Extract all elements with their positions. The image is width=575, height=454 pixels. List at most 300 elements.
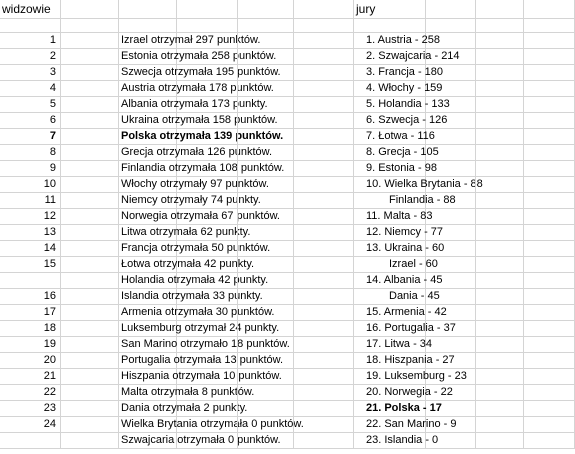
cell[interactable] — [238, 161, 294, 177]
jury-result-cell[interactable]: 23. Islandia - 0 — [354, 433, 426, 449]
cell[interactable] — [238, 257, 294, 273]
cell[interactable] — [177, 193, 238, 209]
cell[interactable] — [238, 81, 294, 97]
cell[interactable] — [476, 65, 524, 81]
cell[interactable] — [476, 289, 524, 305]
cell[interactable] — [294, 321, 354, 337]
cell[interactable] — [426, 289, 476, 305]
cell[interactable] — [294, 177, 354, 193]
cell[interactable] — [524, 433, 575, 449]
jury-result-cell[interactable]: 4. Włochy - 159 — [354, 81, 426, 97]
cell[interactable] — [524, 241, 575, 257]
cell[interactable] — [238, 289, 294, 305]
cell[interactable] — [426, 113, 476, 129]
cell[interactable] — [524, 225, 575, 241]
cell[interactable] — [177, 305, 238, 321]
cell[interactable] — [177, 241, 238, 257]
cell[interactable] — [426, 129, 476, 145]
cell[interactable] — [426, 97, 476, 113]
jury-result-cell[interactable]: 2. Szwajcaria - 214 — [354, 49, 426, 65]
cell[interactable] — [524, 417, 575, 433]
cell[interactable] — [476, 97, 524, 113]
cell[interactable] — [294, 129, 354, 145]
table-row — [0, 145, 575, 161]
jury-result-cell[interactable]: 20. Norwegia - 22 — [354, 385, 426, 401]
cell[interactable] — [177, 19, 238, 33]
cell[interactable] — [238, 145, 294, 161]
cell[interactable] — [426, 0, 476, 19]
cell[interactable] — [294, 113, 354, 129]
audience-result-cell[interactable]: Finlandia otrzymała 108 punktów. — [119, 161, 177, 177]
jury-result-cell[interactable]: 22. San Marino - 9 — [354, 417, 426, 433]
cell[interactable] — [426, 33, 476, 49]
cell[interactable] — [61, 0, 119, 19]
cell[interactable] — [177, 33, 238, 49]
cell[interactable] — [61, 289, 119, 305]
audience-result-cell[interactable]: Estonia otrzymała 258 punktów. — [119, 49, 177, 65]
cell[interactable] — [238, 369, 294, 385]
cell[interactable] — [294, 257, 354, 273]
cell[interactable] — [476, 209, 524, 225]
cell[interactable] — [177, 353, 238, 369]
cell[interactable] — [524, 401, 575, 417]
cell[interactable] — [426, 177, 476, 193]
cell[interactable] — [61, 337, 119, 353]
cell[interactable] — [61, 145, 119, 161]
cell[interactable] — [476, 417, 524, 433]
cell[interactable] — [61, 65, 119, 81]
jury-result-cell[interactable]: 10. Wielka Brytania - 88 — [354, 177, 426, 193]
table-row — [0, 337, 575, 353]
audience-result-cell[interactable]: Portugalia otrzymała 13 punktów. — [119, 353, 177, 369]
cell[interactable] — [61, 177, 119, 193]
cell[interactable] — [177, 97, 238, 113]
cell[interactable] — [61, 321, 119, 337]
cell[interactable] — [177, 81, 238, 97]
cell[interactable] — [294, 19, 354, 33]
cell[interactable] — [294, 225, 354, 241]
jury-result-cell[interactable]: 14. Albania - 45 — [354, 273, 426, 289]
audience-result-cell[interactable]: Malta otrzymała 8 punktów. — [119, 385, 177, 401]
table-row — [0, 65, 575, 81]
jury-result-cell[interactable]: 12. Niemcy - 77 — [354, 225, 426, 241]
cell[interactable] — [426, 337, 476, 353]
cell[interactable] — [524, 19, 575, 33]
cell[interactable] — [294, 33, 354, 49]
cell[interactable] — [476, 385, 524, 401]
table-row — [0, 97, 575, 113]
cell[interactable] — [238, 225, 294, 241]
table-row — [0, 305, 575, 321]
cell[interactable] — [426, 273, 476, 289]
cell[interactable] — [426, 49, 476, 65]
cell[interactable] — [61, 401, 119, 417]
table-row — [0, 161, 575, 177]
cell[interactable] — [177, 433, 238, 449]
jury-result-cell[interactable]: Finlandia - 88 — [354, 193, 426, 209]
cell[interactable] — [238, 305, 294, 321]
cell[interactable] — [177, 385, 238, 401]
rank-cell[interactable]: 13 — [0, 225, 61, 241]
cell[interactable] — [476, 369, 524, 385]
header-jury[interactable]: jury — [354, 0, 426, 19]
cell[interactable] — [177, 177, 238, 193]
jury-result-cell[interactable]: 7. Łotwa - 116 — [354, 129, 426, 145]
rank-cell[interactable]: 1 — [0, 33, 61, 49]
rank-cell[interactable]: 2 — [0, 49, 61, 65]
cell[interactable] — [61, 209, 119, 225]
cell[interactable] — [238, 49, 294, 65]
cell[interactable] — [294, 305, 354, 321]
cell[interactable] — [238, 33, 294, 49]
cell[interactable] — [61, 49, 119, 65]
cell[interactable] — [294, 161, 354, 177]
rank-cell[interactable]: 21 — [0, 369, 61, 385]
cell[interactable] — [238, 241, 294, 257]
audience-result-cell[interactable]: Izrael otrzymał 297 punktów. — [119, 33, 177, 49]
jury-result-cell[interactable]: 5. Holandia - 133 — [354, 97, 426, 113]
cell[interactable] — [294, 337, 354, 353]
cell[interactable] — [524, 209, 575, 225]
cell[interactable] — [61, 113, 119, 129]
cell[interactable] — [524, 321, 575, 337]
rank-cell[interactable] — [0, 433, 61, 449]
cell[interactable] — [426, 321, 476, 337]
audience-result-cell[interactable]: Francja otrzymała 50 punktów. — [119, 241, 177, 257]
cell[interactable] — [238, 0, 294, 19]
cell[interactable] — [476, 433, 524, 449]
cell[interactable] — [524, 49, 575, 65]
cell[interactable] — [426, 369, 476, 385]
table-row — [0, 177, 575, 193]
rank-cell[interactable]: 12 — [0, 209, 61, 225]
cell[interactable] — [238, 209, 294, 225]
cell[interactable] — [426, 257, 476, 273]
cell[interactable] — [177, 225, 238, 241]
cell[interactable] — [61, 129, 119, 145]
cell[interactable] — [476, 401, 524, 417]
cell[interactable] — [61, 273, 119, 289]
cell[interactable] — [61, 33, 119, 49]
rank-cell[interactable]: 19 — [0, 337, 61, 353]
audience-result-cell[interactable]: Litwa otrzymała 62 punkty. — [119, 225, 177, 241]
cell[interactable] — [426, 401, 476, 417]
cell[interactable] — [0, 19, 61, 33]
cell[interactable] — [524, 81, 575, 97]
jury-result-cell[interactable]: 11. Malta - 83 — [354, 209, 426, 225]
cell[interactable] — [238, 129, 294, 145]
cell[interactable] — [294, 0, 354, 19]
cell[interactable] — [119, 0, 177, 19]
audience-result-cell[interactable]: Łotwa otrzymała 42 punkty. — [119, 257, 177, 273]
rank-cell[interactable]: 9 — [0, 161, 61, 177]
cell[interactable] — [61, 369, 119, 385]
audience-result-cell[interactable]: Ukraina otrzymała 158 punktów. — [119, 113, 177, 129]
audience-result-cell[interactable]: Dania otrzymała 2 punkty. — [119, 401, 177, 417]
cell[interactable] — [294, 401, 354, 417]
cell[interactable] — [294, 273, 354, 289]
cell[interactable] — [524, 305, 575, 321]
audience-result-cell[interactable]: Niemcy otrzymały 74 punkty. — [119, 193, 177, 209]
cell[interactable] — [426, 145, 476, 161]
cell[interactable] — [177, 145, 238, 161]
cell[interactable] — [294, 65, 354, 81]
rank-cell[interactable]: 23 — [0, 401, 61, 417]
audience-result-cell[interactable]: Albania otrzymała 173 punkty. — [119, 97, 177, 113]
cell[interactable] — [61, 353, 119, 369]
table-row — [0, 321, 575, 337]
cell[interactable] — [294, 417, 354, 433]
cell[interactable] — [238, 193, 294, 209]
cell[interactable] — [524, 113, 575, 129]
cell[interactable] — [426, 417, 476, 433]
cell[interactable] — [524, 161, 575, 177]
cell[interactable] — [476, 257, 524, 273]
cell[interactable] — [238, 385, 294, 401]
audience-result-cell[interactable]: Wielka Brytania otrzymała 0 punktów. — [119, 417, 177, 433]
cell[interactable] — [238, 417, 294, 433]
cell[interactable] — [238, 321, 294, 337]
cell[interactable] — [426, 385, 476, 401]
cell[interactable] — [177, 337, 238, 353]
cell[interactable] — [524, 145, 575, 161]
cell[interactable] — [524, 33, 575, 49]
cell[interactable] — [177, 129, 238, 145]
rank-cell[interactable]: 10 — [0, 177, 61, 193]
cell[interactable] — [294, 49, 354, 65]
cell[interactable] — [238, 401, 294, 417]
rank-cell[interactable]: 5 — [0, 97, 61, 113]
cell[interactable] — [476, 145, 524, 161]
rank-cell[interactable]: 7 — [0, 129, 61, 145]
cell[interactable] — [61, 193, 119, 209]
cell[interactable] — [426, 305, 476, 321]
jury-result-cell[interactable]: 3. Francja - 180 — [354, 65, 426, 81]
table-row — [0, 129, 575, 145]
cell[interactable] — [177, 417, 238, 433]
cell[interactable] — [426, 433, 476, 449]
cell[interactable] — [61, 161, 119, 177]
cell[interactable] — [238, 433, 294, 449]
table-row — [0, 113, 575, 129]
cell[interactable] — [476, 337, 524, 353]
cell[interactable] — [426, 241, 476, 257]
cell[interactable] — [238, 353, 294, 369]
cell[interactable] — [61, 433, 119, 449]
jury-result-cell[interactable]: 13. Ukraina - 60 — [354, 241, 426, 257]
cell[interactable] — [238, 65, 294, 81]
jury-result-cell[interactable]: 9. Estonia - 98 — [354, 161, 426, 177]
cell[interactable] — [476, 19, 524, 33]
audience-result-cell[interactable]: Włochy otrzymały 97 punktów. — [119, 177, 177, 193]
audience-result-cell[interactable]: Szwecja otrzymała 195 punktów. — [119, 65, 177, 81]
cell[interactable] — [426, 225, 476, 241]
cell[interactable] — [238, 113, 294, 129]
table-row — [0, 257, 575, 273]
cell[interactable] — [294, 433, 354, 449]
cell[interactable] — [524, 257, 575, 273]
cell[interactable] — [61, 19, 119, 33]
cell[interactable] — [524, 177, 575, 193]
rank-cell[interactable]: 24 — [0, 417, 61, 433]
cell[interactable] — [177, 257, 238, 273]
rank-cell[interactable]: 8 — [0, 145, 61, 161]
table-row — [0, 193, 575, 209]
cell[interactable] — [524, 97, 575, 113]
table-row — [0, 273, 575, 289]
cell[interactable] — [294, 209, 354, 225]
jury-result-cell[interactable]: Izrael - 60 — [354, 257, 426, 273]
cell[interactable] — [61, 81, 119, 97]
rank-cell[interactable]: 3 — [0, 65, 61, 81]
cell[interactable] — [294, 145, 354, 161]
cell[interactable] — [238, 337, 294, 353]
cell[interactable] — [294, 81, 354, 97]
rank-cell[interactable]: 15 — [0, 257, 61, 273]
cell[interactable] — [524, 289, 575, 305]
rank-cell[interactable]: 17 — [0, 305, 61, 321]
cell[interactable] — [476, 353, 524, 369]
rank-cell[interactable]: 16 — [0, 289, 61, 305]
jury-result-cell[interactable]: 15. Armenia - 42 — [354, 305, 426, 321]
cell[interactable] — [294, 289, 354, 305]
cell[interactable] — [476, 0, 524, 19]
jury-result-cell[interactable]: 16. Portugalia - 37 — [354, 321, 426, 337]
table-row — [0, 433, 575, 449]
table-row — [0, 417, 575, 433]
audience-result-cell[interactable]: Grecja otrzymała 126 punktów. — [119, 145, 177, 161]
cell[interactable] — [238, 19, 294, 33]
cell[interactable] — [524, 273, 575, 289]
cell[interactable] — [177, 161, 238, 177]
header-widzowie[interactable]: widzowie — [0, 0, 61, 19]
audience-result-cell[interactable]: Holandia otrzymała 42 punkty. — [119, 273, 177, 289]
cell[interactable] — [61, 385, 119, 401]
cell[interactable] — [61, 241, 119, 257]
audience-result-cell[interactable]: Islandia otrzymała 33 punkty. — [119, 289, 177, 305]
cell[interactable] — [294, 369, 354, 385]
audience-result-cell[interactable]: Luksemburg otrzymał 24 punkty. — [119, 321, 177, 337]
cell[interactable] — [476, 161, 524, 177]
rank-cell[interactable]: 4 — [0, 81, 61, 97]
cell[interactable] — [294, 193, 354, 209]
table-row — [0, 33, 575, 49]
cell[interactable] — [524, 353, 575, 369]
cell[interactable] — [476, 81, 524, 97]
jury-result-cell[interactable]: 18. Hiszpania - 27 — [354, 353, 426, 369]
audience-result-cell[interactable]: Norwegia otrzymała 67 punktów. — [119, 209, 177, 225]
audience-result-cell[interactable]: Austria otrzymała 178 punktów. — [119, 81, 177, 97]
rank-cell[interactable]: 20 — [0, 353, 61, 369]
cell[interactable] — [476, 33, 524, 49]
cell[interactable] — [354, 19, 426, 33]
cell[interactable] — [524, 337, 575, 353]
cell[interactable] — [426, 65, 476, 81]
cell[interactable] — [524, 385, 575, 401]
cell[interactable] — [61, 225, 119, 241]
cell[interactable] — [61, 97, 119, 113]
cell[interactable] — [119, 19, 177, 33]
cell[interactable] — [476, 113, 524, 129]
cell[interactable] — [524, 369, 575, 385]
cell[interactable] — [476, 273, 524, 289]
cell[interactable] — [524, 193, 575, 209]
cell[interactable] — [61, 417, 119, 433]
rank-cell[interactable]: 11 — [0, 193, 61, 209]
audience-result-cell[interactable]: San Marino otrzymało 18 punktów. — [119, 337, 177, 353]
cell[interactable] — [294, 97, 354, 113]
cell[interactable] — [177, 401, 238, 417]
rank-cell[interactable]: 18 — [0, 321, 61, 337]
cell[interactable] — [426, 353, 476, 369]
cell[interactable] — [294, 353, 354, 369]
cell[interactable] — [476, 129, 524, 145]
jury-result-cell[interactable]: 21. Polska - 17 — [354, 401, 426, 417]
cell[interactable] — [426, 193, 476, 209]
cell[interactable] — [238, 97, 294, 113]
cell[interactable] — [524, 65, 575, 81]
rank-cell[interactable]: 22 — [0, 385, 61, 401]
cell[interactable] — [177, 113, 238, 129]
cell[interactable] — [524, 0, 575, 19]
cell[interactable] — [476, 241, 524, 257]
cell[interactable] — [177, 321, 238, 337]
jury-result-cell[interactable]: 1. Austria - 258 — [354, 33, 426, 49]
cell[interactable] — [476, 177, 524, 193]
jury-result-cell[interactable]: 19. Luksemburg - 23 — [354, 369, 426, 385]
cell[interactable] — [476, 193, 524, 209]
table-row — [0, 209, 575, 225]
cell[interactable] — [476, 305, 524, 321]
cell[interactable] — [476, 321, 524, 337]
cell[interactable] — [177, 273, 238, 289]
cell[interactable] — [476, 49, 524, 65]
cell[interactable] — [177, 369, 238, 385]
cell[interactable] — [177, 0, 238, 19]
cell[interactable] — [177, 289, 238, 305]
jury-result-cell[interactable]: 6. Szwecja - 126 — [354, 113, 426, 129]
cell[interactable] — [524, 129, 575, 145]
cell[interactable] — [238, 273, 294, 289]
cell[interactable] — [177, 65, 238, 81]
cell[interactable] — [294, 385, 354, 401]
cell[interactable] — [426, 81, 476, 97]
jury-result-cell[interactable]: Dania - 45 — [354, 289, 426, 305]
rank-cell[interactable] — [0, 273, 61, 289]
rank-cell[interactable]: 6 — [0, 113, 61, 129]
cell[interactable] — [177, 209, 238, 225]
cell[interactable] — [426, 209, 476, 225]
cell[interactable] — [61, 257, 119, 273]
audience-result-cell[interactable]: Szwajcaria otrzymała 0 punktów. — [119, 433, 177, 449]
rank-cell[interactable]: 14 — [0, 241, 61, 257]
cell[interactable] — [238, 177, 294, 193]
audience-result-cell[interactable]: Polska otrzymała 139 punktów. — [119, 129, 177, 145]
cell[interactable] — [177, 49, 238, 65]
table-row — [0, 369, 575, 385]
jury-result-cell[interactable]: 8. Grecja - 105 — [354, 145, 426, 161]
table-row — [0, 401, 575, 417]
cell[interactable] — [61, 305, 119, 321]
audience-result-cell[interactable]: Hiszpania otrzymała 10 punktów. — [119, 369, 177, 385]
table-row — [0, 225, 575, 241]
jury-result-cell[interactable]: 17. Litwa - 34 — [354, 337, 426, 353]
cell[interactable] — [294, 241, 354, 257]
cell[interactable] — [426, 19, 476, 33]
audience-result-cell[interactable]: Armenia otrzymała 30 punktów. — [119, 305, 177, 321]
cell[interactable] — [476, 225, 524, 241]
cell[interactable] — [426, 161, 476, 177]
